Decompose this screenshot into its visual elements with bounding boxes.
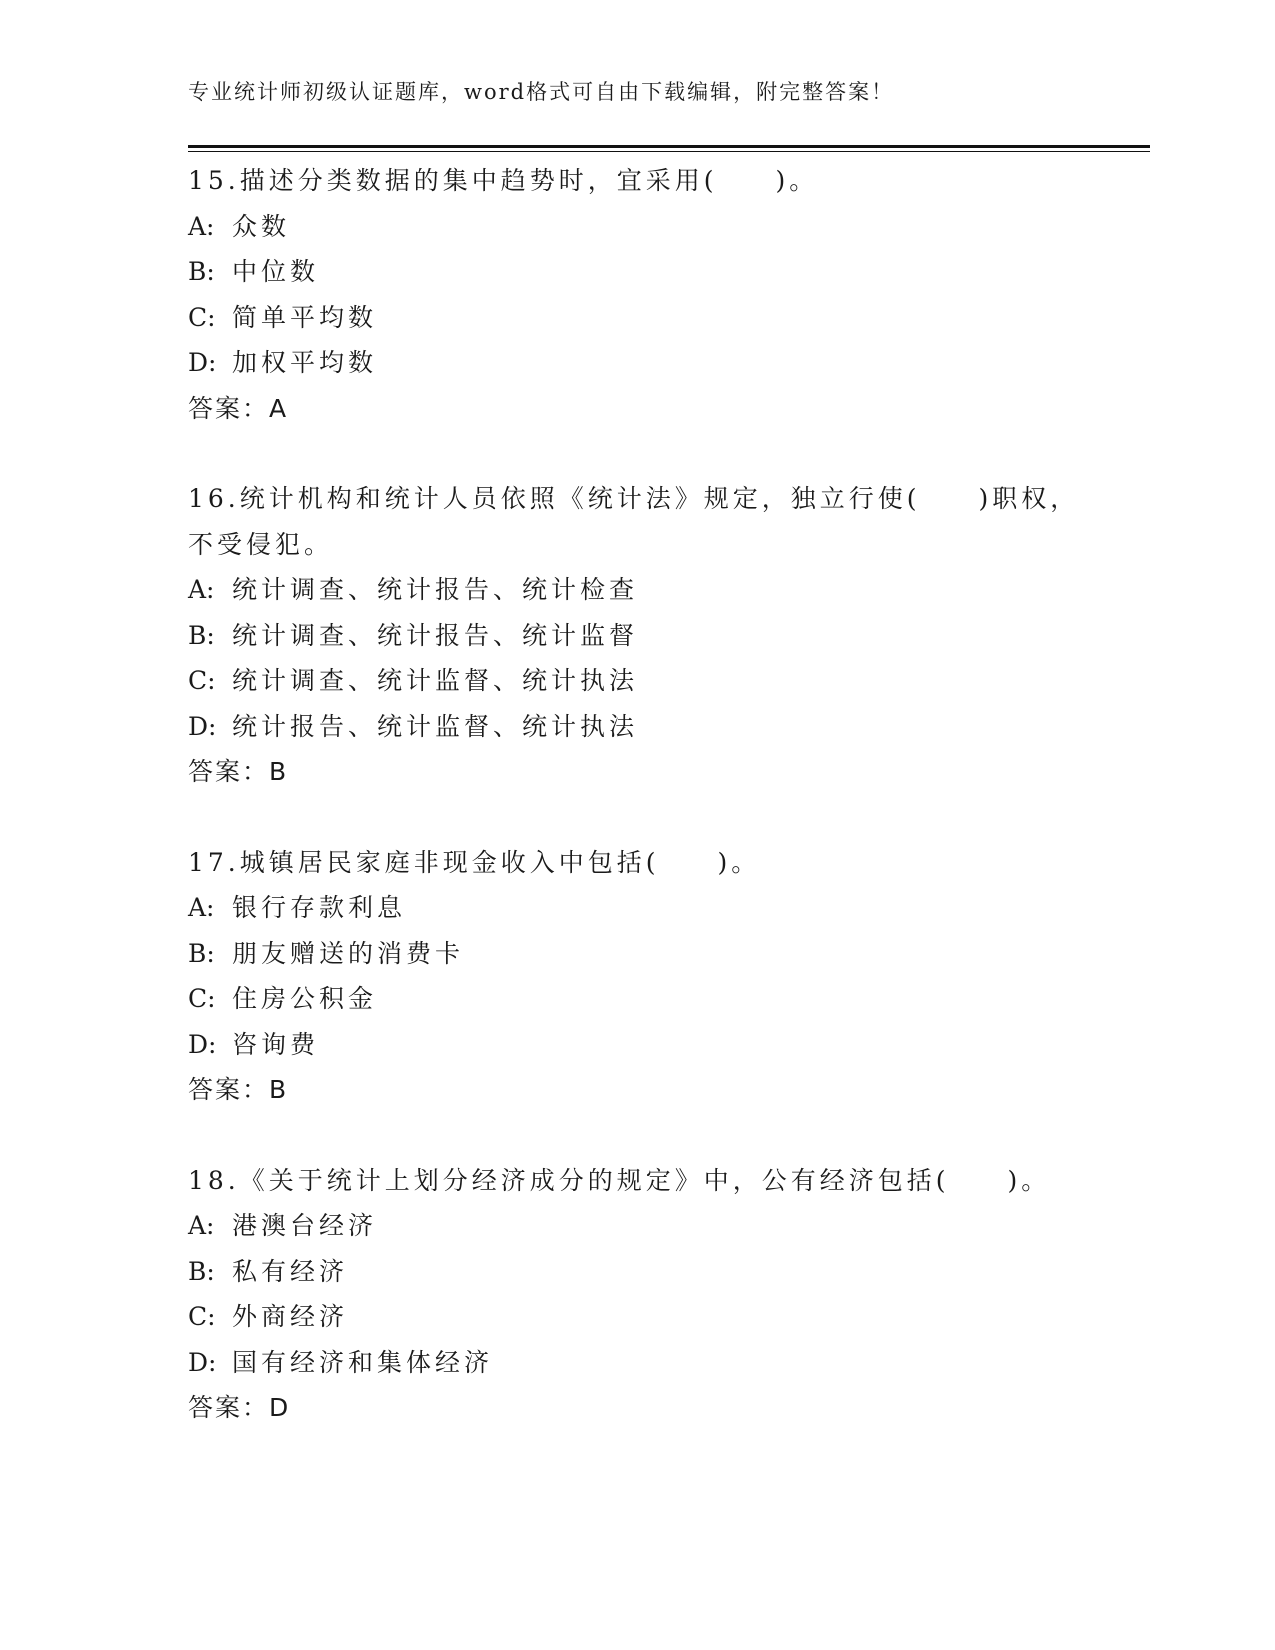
question-stem: 16.统计机构和统计人员依照《统计法》规定，独立行使( )职权，不受侵犯。 — [188, 484, 1080, 559]
answer-line: 答案：D — [188, 1393, 291, 1422]
option-d — [188, 1022, 1088, 1068]
option-a — [188, 204, 1088, 250]
option-c — [188, 976, 1088, 1022]
option-c — [188, 1294, 1088, 1340]
option-b — [188, 613, 1088, 659]
question-stem: 17.城镇居民家庭非现金收入中包括( )。 — [188, 847, 761, 877]
option-letter: C: — [188, 984, 216, 1013]
option-letter: C: — [188, 302, 216, 332]
option-a — [188, 885, 1088, 931]
question-list — [188, 158, 1088, 1476]
option-text: 朋友赠送的消费卡 — [232, 938, 465, 968]
option-text: 统计报告、统计监督、统计执法 — [232, 711, 639, 741]
option-text: 私有经济 — [232, 1256, 349, 1286]
option-letter: D: — [188, 1029, 217, 1059]
option-text: 中位数 — [232, 257, 320, 286]
option-letter: D: — [188, 1347, 217, 1377]
option-letter: A: — [188, 893, 215, 922]
option-text: 港澳台经济 — [232, 1211, 378, 1240]
option-text: 众数 — [232, 211, 291, 241]
option-letter: B: — [188, 257, 215, 286]
answer-line: 答案：B — [188, 757, 289, 786]
option-d — [188, 1340, 1088, 1386]
option-text: 统计调查、统计报告、统计检查 — [232, 575, 639, 604]
option-b — [188, 249, 1088, 295]
option-a — [188, 1203, 1088, 1249]
question-15 — [188, 158, 1088, 431]
option-a — [188, 567, 1088, 613]
answer-line: 答案：B — [188, 1075, 289, 1104]
option-text: 住房公积金 — [232, 984, 378, 1013]
option-text: 银行存款利息 — [232, 893, 407, 922]
option-text: 咨询费 — [232, 1029, 320, 1059]
option-text: 统计调查、统计监督、统计执法 — [232, 666, 639, 695]
option-letter: D: — [188, 711, 217, 741]
option-letter: C: — [188, 1302, 216, 1331]
option-letter: C: — [188, 666, 216, 695]
question-18 — [188, 1158, 1088, 1431]
option-c — [188, 295, 1088, 341]
option-text: 外商经济 — [232, 1302, 349, 1331]
header-rule-thin — [188, 151, 1150, 152]
option-letter: B: — [188, 1256, 215, 1286]
option-text: 国有经济和集体经济 — [232, 1347, 494, 1377]
answer-line: 答案：A — [188, 393, 289, 423]
question-stem: 18.《关于统计上划分经济成分的规定》中，公有经济包括( )。 — [188, 1165, 1051, 1195]
option-d — [188, 704, 1088, 750]
option-b — [188, 931, 1088, 977]
option-letter: A: — [188, 575, 215, 604]
option-text: 加权平均数 — [232, 348, 378, 377]
option-letter: B: — [188, 938, 215, 968]
header-rule-thick — [188, 145, 1150, 148]
option-text: 简单平均数 — [232, 302, 378, 332]
option-c — [188, 658, 1088, 704]
page-header: 专业统计师初级认证题库，word格式可自由下载编辑，附完整答案！ — [188, 80, 895, 104]
option-letter: A: — [188, 211, 215, 241]
question-16 — [188, 476, 1088, 795]
option-d — [188, 340, 1088, 386]
option-b — [188, 1249, 1088, 1295]
question-stem: 15.描述分类数据的集中趋势时，宜采用( )。 — [188, 166, 819, 195]
question-17 — [188, 840, 1088, 1113]
option-letter: A: — [188, 1211, 215, 1240]
option-letter: B: — [188, 620, 215, 650]
option-letter: D: — [188, 348, 217, 377]
option-text: 统计调查、统计报告、统计监督 — [232, 620, 639, 650]
